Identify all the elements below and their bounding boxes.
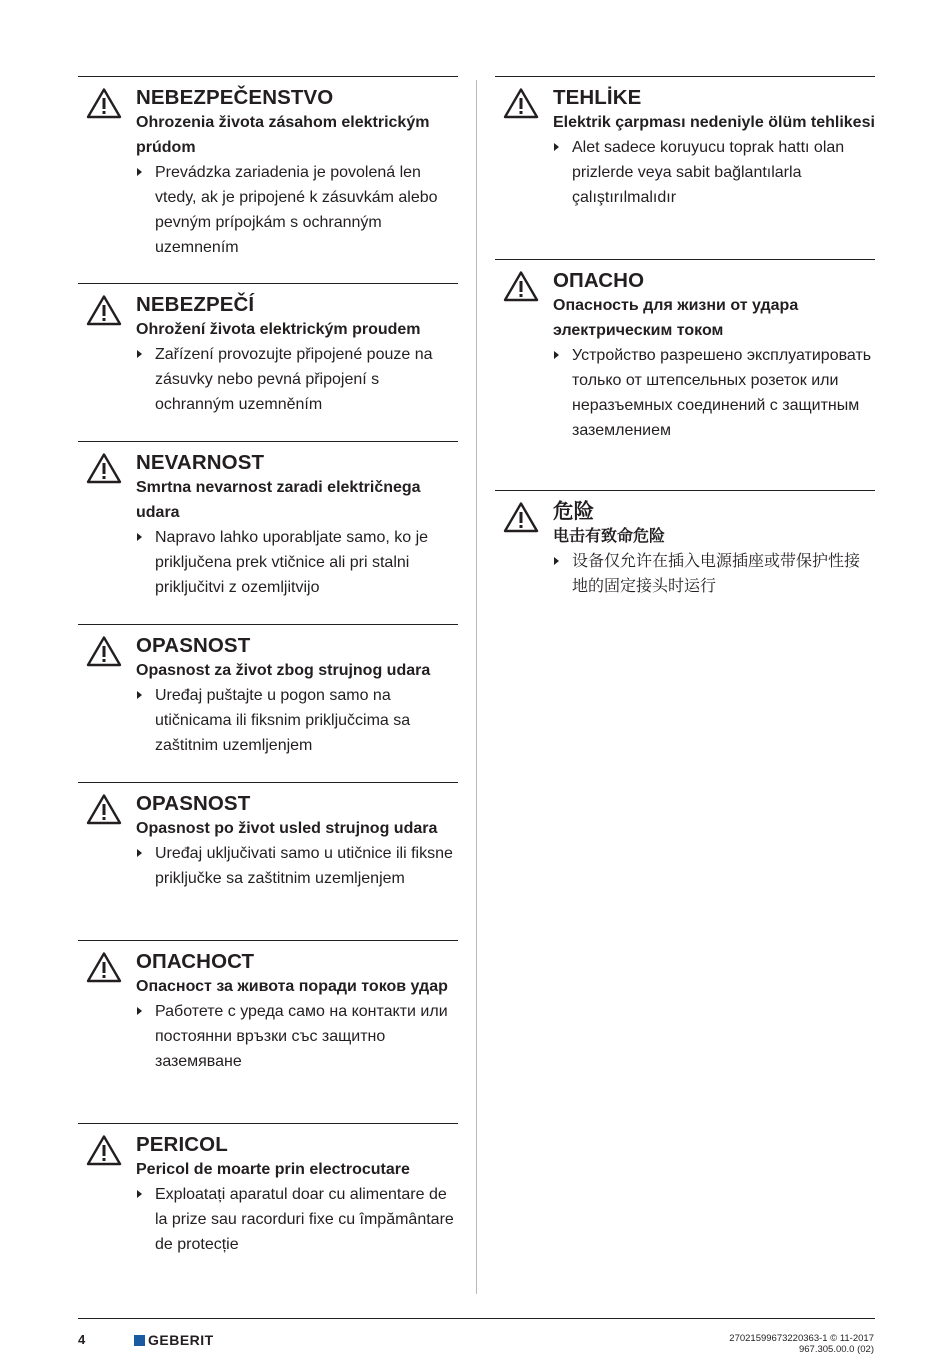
- warning-triangle-icon: [86, 294, 122, 326]
- warning-item-text: Uređaj uključivati samo u utičnice ili fiksne priključke sa zaštitnim uzemljenjem: [155, 845, 453, 887]
- left-column: [78, 76, 458, 1281]
- warning-title: PERICOL: [136, 1133, 228, 1156]
- warning-block-zh: [495, 490, 875, 609]
- triangle-bullet-icon: [554, 557, 559, 565]
- warning-triangle-icon: [503, 87, 539, 119]
- warning-block-cs: [78, 283, 458, 441]
- warning-triangle-icon: [86, 635, 122, 667]
- warning-triangle-icon: [503, 270, 539, 302]
- geberit-square-icon: [134, 1335, 145, 1346]
- warning-item-text: Prevádzka zariadenia je povolená len vtedy, ak je pripojené k zásuvkám alebo pevným prípojkám s ochranným uzemnením: [155, 164, 438, 256]
- warning-block-ru: [495, 259, 875, 490]
- triangle-bullet-icon: [137, 168, 142, 176]
- warning-item: [136, 841, 458, 891]
- page-number: 4: [78, 1332, 86, 1347]
- warning-title: NEBEZPEČÍ: [136, 293, 255, 316]
- warning-triangle-icon: [86, 452, 122, 484]
- warning-subtitle: Ohrožení života elektrickým proudem: [136, 321, 421, 338]
- warning-subtitle: Опасность для жизни от удара электрическим током: [553, 297, 799, 339]
- warning-item-text: Устройство разрешено эксплуатировать только от штепсельных розеток или неразъемных соединений с защитным заземлением: [572, 347, 872, 439]
- document-id: [729, 1333, 874, 1355]
- footer-divider: [78, 1318, 875, 1319]
- warning-triangle-icon: [86, 87, 122, 119]
- warning-title: ОПАСНО: [553, 269, 645, 292]
- document-id-line2: 967.305.00.0 (02): [798, 1344, 874, 1355]
- warning-subtitle: Opasnost za život zbog strujnog udara: [136, 662, 431, 679]
- warning-triangle-icon: [86, 1134, 122, 1166]
- triangle-bullet-icon: [554, 351, 559, 359]
- warning-item: [136, 999, 458, 1074]
- warning-title: OPASNOST: [136, 792, 251, 815]
- triangle-bullet-icon: [137, 849, 142, 857]
- warning-item: [136, 1182, 458, 1257]
- warning-block-sk: [78, 76, 458, 283]
- warning-item: [553, 549, 875, 599]
- warning-item-text: Zařízení provozujte připojené pouze na zásuvky nebo pevná připojení s ochranným uzemněním: [155, 346, 433, 413]
- warning-block-hr: [78, 624, 458, 782]
- warning-block-tr: [495, 76, 875, 259]
- right-column: [495, 76, 875, 609]
- warning-item: [136, 525, 458, 600]
- warning-block-ro: [78, 1123, 458, 1281]
- brand-logo: [134, 1332, 214, 1348]
- triangle-bullet-icon: [554, 143, 559, 151]
- brand-name: GEBERIT: [148, 1332, 214, 1348]
- warning-subtitle: Elektrik çarpması nedeniyle ölüm tehlikesi: [553, 114, 875, 131]
- warning-title: TEHLİKE: [553, 86, 642, 109]
- warning-item: [136, 342, 458, 417]
- triangle-bullet-icon: [137, 1190, 142, 1198]
- warning-item-text: Napravo lahko uporabljate samo, ko je priključena prek vtičnice ali pri stalni priključitvi z ozemljitvijo: [155, 529, 429, 596]
- triangle-bullet-icon: [137, 1007, 142, 1015]
- warning-item: [136, 160, 458, 260]
- column-divider: [476, 80, 477, 1294]
- warning-block-bg: [78, 940, 458, 1123]
- warning-title: NEVARNOST: [136, 451, 265, 474]
- warning-subtitle: Ohrozenia života zásahom elektrickým prúdom: [136, 114, 430, 156]
- warning-subtitle: 电击有致命危险: [553, 528, 666, 545]
- warning-item-text: 设备仅允许在插入电源插座或带保护性接地的固定接头时运行: [572, 553, 861, 595]
- warning-title: ОПАСНОСТ: [136, 950, 255, 973]
- triangle-bullet-icon: [137, 533, 142, 541]
- warning-triangle-icon: [503, 501, 539, 533]
- warning-subtitle: Опасност за живота поради токов удар: [136, 978, 448, 995]
- warning-item: [553, 343, 875, 443]
- warning-triangle-icon: [86, 951, 122, 983]
- warning-subtitle: Pericol de moarte prin electrocutare: [136, 1161, 410, 1178]
- triangle-bullet-icon: [137, 691, 142, 699]
- warning-item-text: Alet sadece koruyucu toprak hattı olan prizlerde veya sabit bağlantılarla çalıştırılmalıdır: [572, 139, 845, 206]
- warning-item-text: Exploatați aparatul doar cu alimentare de la prize sau racorduri fixe cu împământare de protecție: [155, 1186, 454, 1253]
- warning-title: 危险: [553, 500, 595, 523]
- warning-subtitle: Smrtna nevarnost zaradi električnega udara: [136, 479, 421, 521]
- triangle-bullet-icon: [137, 350, 142, 358]
- warning-subtitle: Opasnost po život usled strujnog udara: [136, 820, 438, 837]
- warning-title: NEBEZPEČENSTVO: [136, 86, 334, 109]
- warning-title: OPASNOST: [136, 634, 251, 657]
- warning-block-sr: [78, 782, 458, 940]
- warning-block-sl: [78, 441, 458, 624]
- warning-triangle-icon: [86, 793, 122, 825]
- warning-item-text: Работете с уреда само на контакти или постоянни връзки със защитно заземяване: [155, 1003, 448, 1070]
- warning-item-text: Uređaj puštajte u pogon samo na utičnicama ili fiksnim priključcima sa zaštitnim uzemljenjem: [155, 687, 411, 754]
- warning-item: [136, 683, 458, 758]
- warning-item: [553, 135, 875, 210]
- document-id-line1: 27021599673220363-1 © 11-2017: [729, 1333, 874, 1344]
